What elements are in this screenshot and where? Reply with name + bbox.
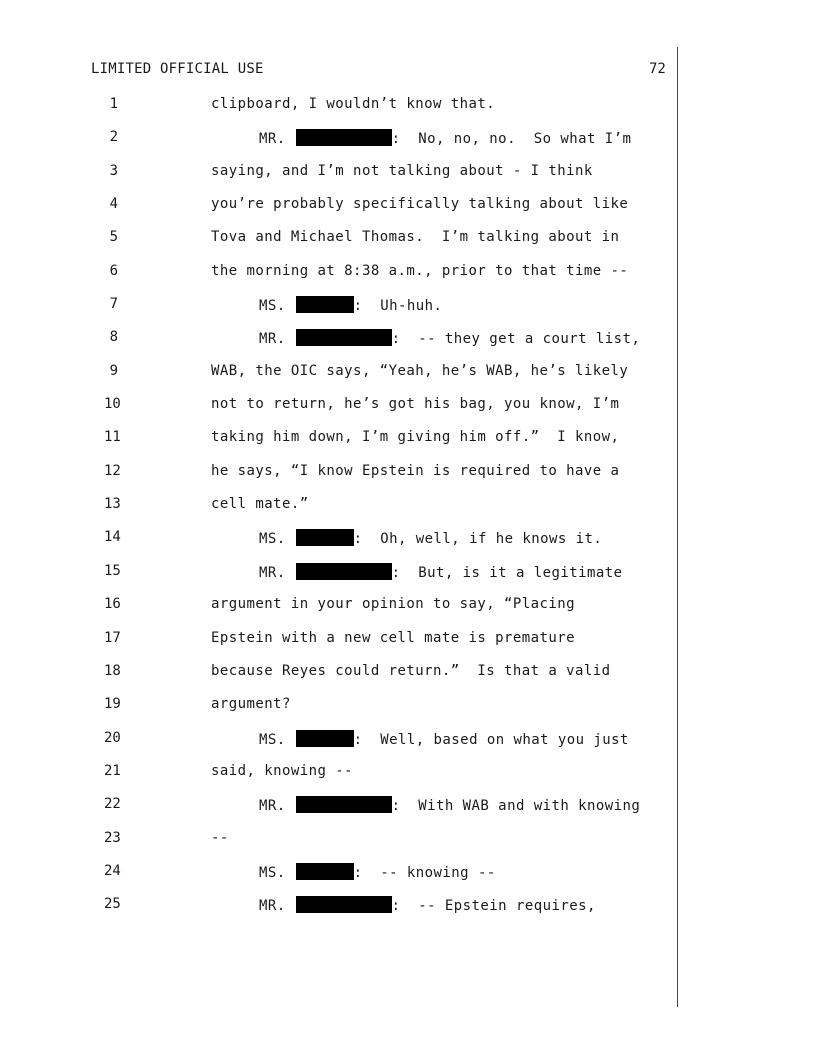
line-number: 24 — [104, 862, 121, 879]
redaction-box — [296, 796, 392, 813]
line-number: 3 — [109, 162, 118, 179]
redaction-box — [296, 329, 392, 346]
speaker-line — [259, 796, 640, 814]
speech-text: : Uh-huh. — [353, 298, 443, 315]
speech-text: said, knowing -- — [211, 762, 354, 779]
speech-text: : No, no, no. So what I’m — [391, 131, 632, 148]
line-text — [211, 830, 229, 846]
line-number: 23 — [104, 829, 121, 846]
transcript-line — [0, 527, 816, 560]
line-number: 2 — [109, 129, 118, 146]
line-number: 8 — [109, 329, 118, 346]
line-text — [211, 196, 628, 212]
speaker-title: MR. — [259, 564, 286, 581]
line-text — [211, 263, 628, 279]
speech-text: taking him down, I’m giving him off.” I know, — [211, 429, 620, 446]
speech-text: clipboard, I wouldn’t know that. — [211, 96, 496, 112]
line-text — [211, 596, 575, 612]
transcript-line — [0, 728, 816, 761]
transcript-line — [0, 194, 816, 227]
transcript-line — [0, 294, 816, 327]
line-text — [211, 96, 495, 112]
speech-text: you’re probably specifically talking about like — [211, 196, 629, 213]
speech-text: -- — [211, 829, 229, 846]
transcript-line — [0, 494, 816, 527]
line-text — [211, 229, 619, 245]
speech-text: : With WAB and with knowing — [391, 798, 641, 815]
page-number: 72 — [649, 61, 666, 77]
line-number: 15 — [104, 562, 121, 579]
line-number: 9 — [109, 362, 118, 379]
line-number: 11 — [104, 429, 121, 446]
speech-text: saying, and I’m not talking about - I think — [211, 162, 593, 179]
speech-text: argument in your opinion to say, “Placing — [211, 596, 576, 613]
speech-text: : Oh, well, if he knows it. — [353, 531, 603, 548]
transcript-line — [0, 227, 816, 260]
line-number: 10 — [104, 396, 121, 413]
transcript-line — [0, 594, 816, 627]
speech-text: the morning at 8:38 a.m., prior to that time -- — [211, 262, 629, 279]
transcript-lines — [0, 94, 816, 928]
speech-text: because Reyes could return.” Is that a valid — [211, 662, 611, 679]
transcript-line — [0, 461, 816, 494]
speech-text: he says, “I know Epstein is required to have a — [211, 462, 620, 479]
line-number: 14 — [104, 529, 121, 546]
line-number: 1 — [109, 96, 118, 112]
transcript-line — [0, 327, 816, 360]
line-text — [211, 163, 593, 179]
speaker-title: MR. — [259, 131, 286, 148]
classification-header: LIMITED OFFICIAL USE — [91, 61, 264, 77]
line-text — [211, 396, 619, 412]
speech-text: Tova and Michael Thomas. I’m talking about in — [211, 229, 620, 246]
transcript-line — [0, 127, 816, 160]
transcript-line — [0, 794, 816, 827]
line-number: 16 — [104, 596, 121, 613]
speech-text: cell mate.” — [211, 496, 309, 513]
speaker-title: MS. — [259, 864, 286, 881]
speaker-line — [259, 730, 629, 748]
line-number: 21 — [104, 762, 121, 779]
speaker-line — [259, 563, 623, 581]
redaction-box — [296, 896, 392, 913]
speaker-line — [259, 896, 596, 914]
redaction-box — [296, 529, 354, 546]
line-text — [211, 630, 575, 646]
speech-text: : Well, based on what you just — [353, 731, 629, 748]
transcript-line — [0, 894, 816, 927]
transcript-line — [0, 561, 816, 594]
redaction-box — [296, 863, 354, 880]
line-number: 17 — [104, 629, 121, 646]
transcript-line — [0, 661, 816, 694]
redaction-box — [296, 296, 354, 313]
transcript-line — [0, 94, 816, 127]
transcript-line — [0, 161, 816, 194]
speaker-line — [259, 529, 602, 547]
speaker-title: MR. — [259, 331, 286, 348]
transcript-line — [0, 628, 816, 661]
speaker-title: MR. — [259, 798, 286, 815]
speaker-title: MS. — [259, 731, 286, 748]
speaker-line — [259, 129, 631, 147]
redaction-box — [296, 129, 392, 146]
line-number: 7 — [109, 296, 118, 313]
line-text — [211, 696, 291, 712]
transcript-line — [0, 427, 816, 460]
speech-text: : But, is it a legitimate — [391, 564, 623, 581]
line-number: 4 — [109, 196, 118, 213]
line-text — [211, 429, 619, 445]
speech-text: argument? — [211, 696, 291, 713]
line-number: 12 — [104, 462, 121, 479]
speech-text: WAB, the OIC says, “Yeah, he’s WAB, he’s likely — [211, 362, 629, 379]
redaction-box — [296, 730, 354, 747]
line-text — [211, 663, 611, 679]
line-number: 13 — [104, 496, 121, 513]
speaker-title: MR. — [259, 898, 286, 915]
speech-text: : -- Epstein requires, — [391, 898, 596, 915]
speech-text: not to return, he’s got his bag, you know, I’m — [211, 396, 620, 413]
speaker-title: MS. — [259, 298, 286, 315]
line-text — [211, 763, 353, 779]
transcript-line — [0, 861, 816, 894]
line-number: 18 — [104, 662, 121, 679]
line-text — [211, 363, 628, 379]
transcript-line — [0, 394, 816, 427]
line-number: 5 — [109, 229, 118, 246]
speaker-line — [259, 296, 442, 314]
transcript-line — [0, 361, 816, 394]
transcript-line — [0, 261, 816, 294]
line-number: 20 — [104, 729, 121, 746]
speaker-line — [259, 863, 496, 881]
speech-text: : -- knowing -- — [353, 864, 496, 881]
line-number: 22 — [104, 796, 121, 813]
speaker-title: MS. — [259, 531, 286, 548]
speech-text: Epstein with a new cell mate is premature — [211, 629, 576, 646]
line-number: 19 — [104, 696, 121, 713]
line-number: 6 — [109, 262, 118, 279]
redaction-box — [296, 563, 392, 580]
speaker-line — [259, 329, 640, 347]
transcript-line — [0, 694, 816, 727]
line-text — [211, 463, 619, 479]
transcript-line — [0, 828, 816, 861]
transcript-line — [0, 761, 816, 794]
line-text — [211, 496, 309, 512]
speech-text: : -- they get a court list, — [391, 331, 641, 348]
line-number: 25 — [104, 896, 121, 913]
